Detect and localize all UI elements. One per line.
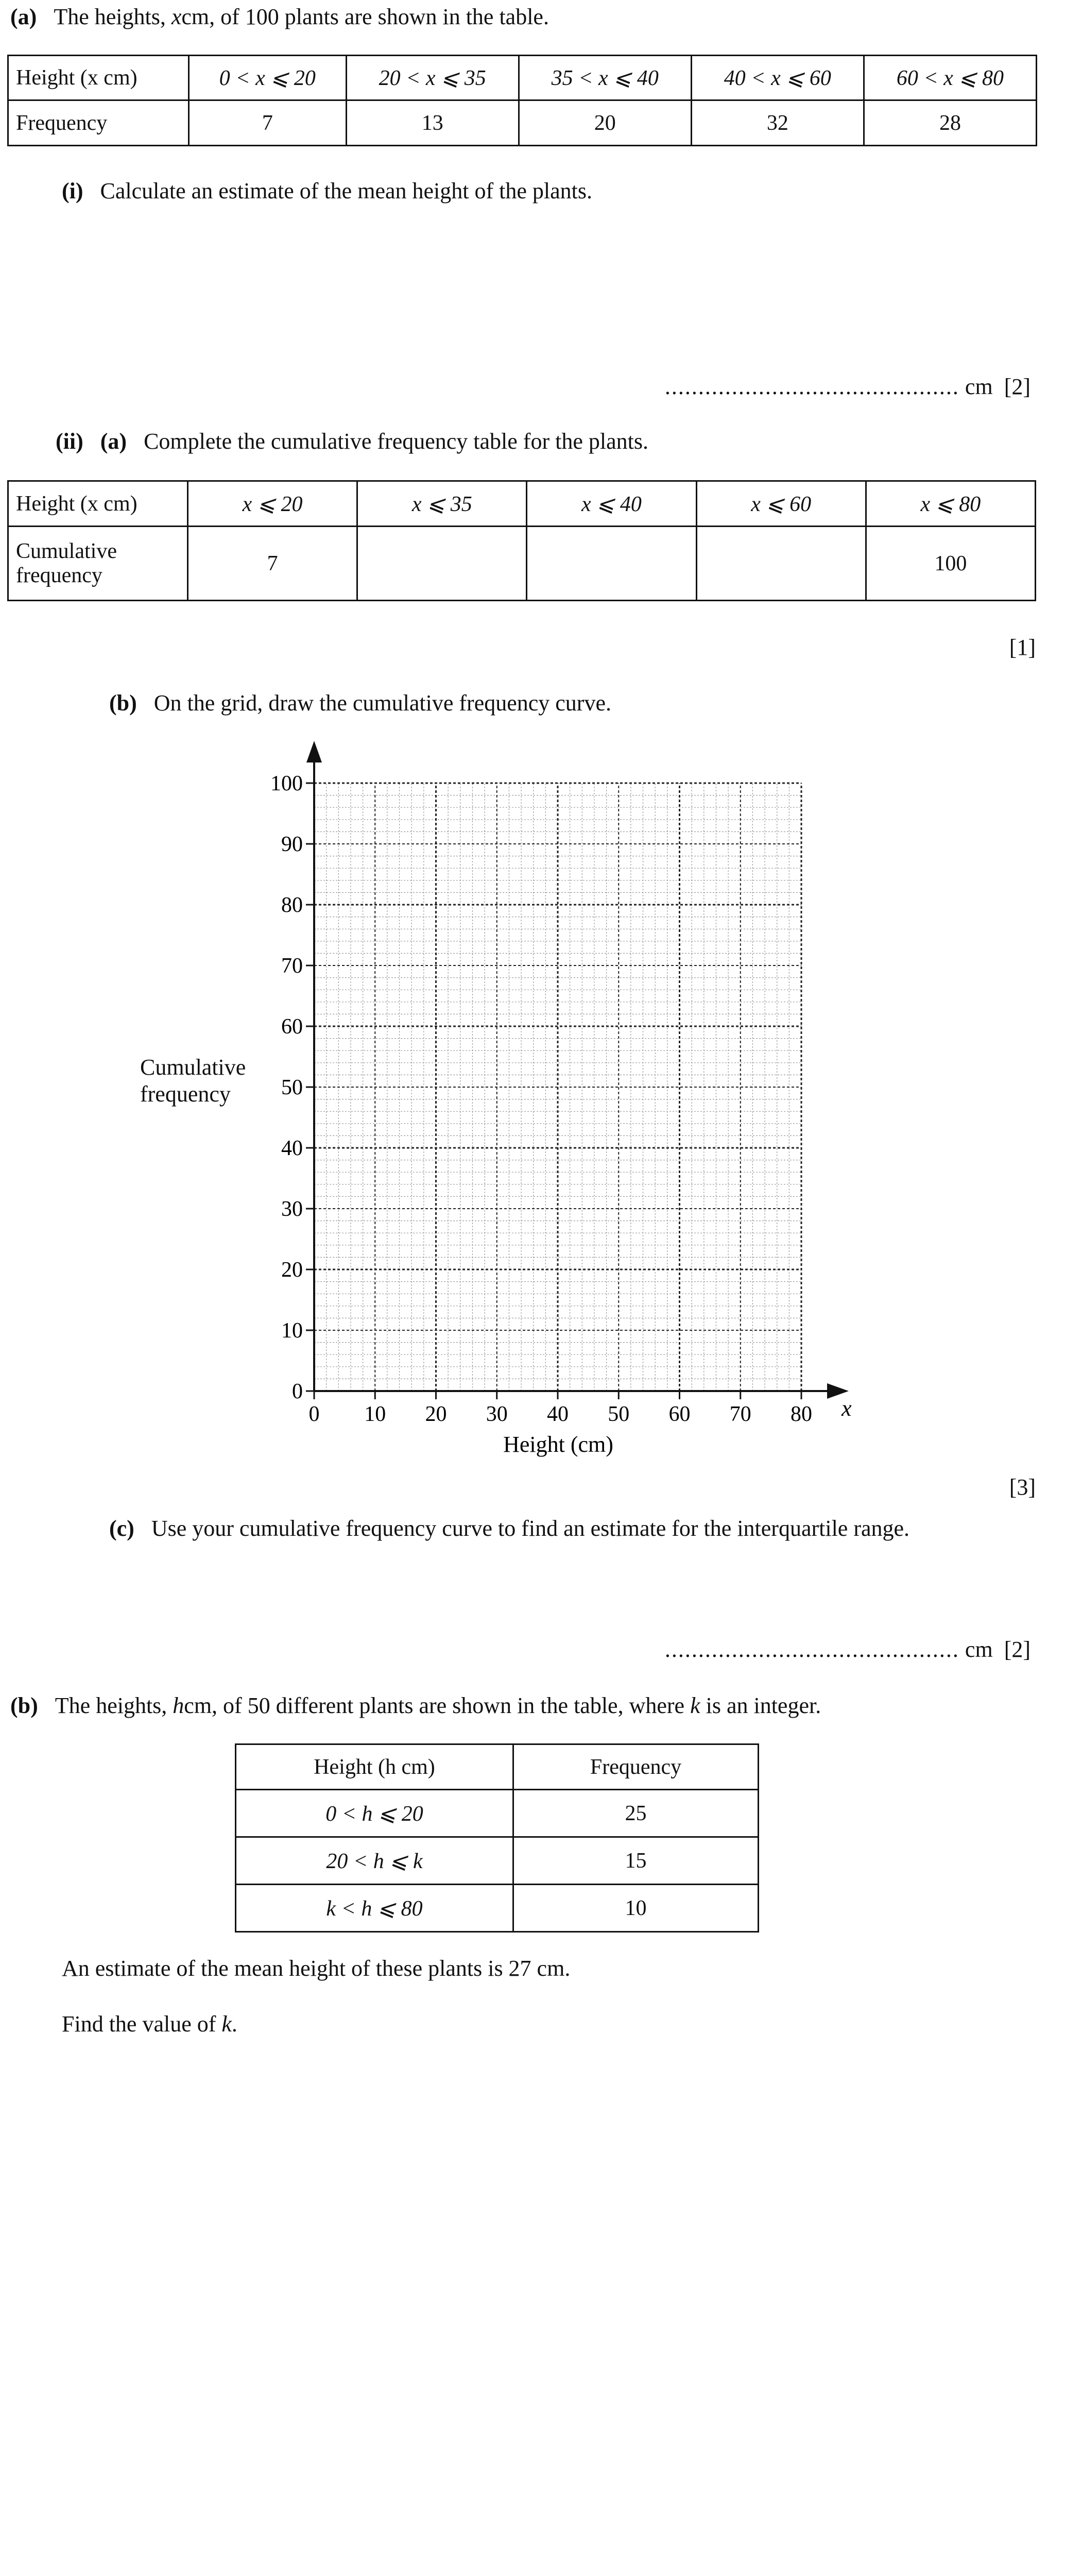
part-a-label: (a) [10,4,37,29]
question-ii-c-answer-line[interactable] [665,1636,1031,1663]
marks: [2] [1004,1637,1031,1662]
question-ii-b-marks: [3] [1009,1475,1036,1500]
marks: [2] [1004,374,1031,399]
freq-table-header-label: Height (x cm) [8,56,189,100]
answer-unit: cm [965,1637,993,1662]
x-axis-variable: x [841,1396,852,1421]
question-ii-c-label: (c) [109,1516,134,1541]
question-i-text: Calculate an estimate of the mean height of the plants. [100,178,592,204]
part-b-table-class: 0 < h ⩽ 20 [236,1790,513,1837]
x-tick-label: 30 [486,1402,508,1426]
y-tick-label: 80 [281,893,303,917]
question-ii-b-label: (b) [109,690,137,716]
x-tick-label: 80 [791,1402,812,1426]
part-b-mean-text: An estimate of the mean height of these plants is 27 cm. [62,1956,571,1981]
x-tick-label: 70 [729,1402,751,1426]
part-b-intro-k: k [690,1693,700,1718]
part-b-intro-var: h [173,1693,184,1718]
part-b-intro-text-3: is an integer. [706,1693,821,1718]
freq-table-freq-label: Frequency [8,100,189,146]
y-axis-label-line-2: frequency [140,1081,231,1107]
y-axis-label [140,1054,246,1108]
question-ii-a-marks: [1] [1009,635,1036,660]
part-b-table-class: k < h ⩽ 80 [236,1885,513,1932]
question-ii-label: (ii) [56,429,83,454]
y-tick-label: 60 [281,1015,303,1039]
x-tick-label: 60 [668,1402,691,1426]
cf-table-class: x ⩽ 40 [527,481,696,527]
y-tick-label: 50 [281,1076,303,1099]
find-text-1: Find the value of [62,2011,216,2037]
x-tick-label: 40 [547,1402,569,1426]
x-tick-label: 20 [425,1402,447,1426]
freq-table-class: 0 < x ⩽ 20 [189,56,347,100]
find-text-k: k [221,2011,232,2037]
freq-table-value: 7 [189,100,347,146]
part-b-intro-text-1: The heights, [55,1693,167,1718]
part-b-find-text [62,2011,237,2038]
y-axis-arrow-icon [306,741,322,762]
cf-label-line-1: Cumulative [16,539,117,564]
question-ii-b-text: On the grid, draw the cumulative frequency curve. [153,690,611,716]
y-tick-label: 70 [281,954,303,978]
freq-table-value: 13 [346,100,519,146]
part-a-intro-text-1: The heights, [54,4,166,29]
part-b-table-freq: 25 [513,1790,759,1837]
y-tick-label: 100 [270,772,303,795]
cf-table-header-label: Height (x cm) [8,481,188,527]
part-b-table-freq: 15 [513,1837,759,1885]
y-tick-labels [270,772,303,1403]
cf-table-class: x ⩽ 80 [866,481,1035,527]
y-tick-label: 30 [281,1197,303,1221]
question-i-label: (i) [62,178,83,204]
cf-label-line-2: frequency [16,563,102,587]
freq-table-value: 28 [864,100,1036,146]
freq-table-class: 20 < x ⩽ 35 [346,56,519,100]
answer-dots: ............................................ [664,374,959,399]
part-b-label: (b) [10,1693,38,1718]
freq-table-class: 40 < x ⩽ 60 [691,56,864,100]
part-b-table-header-height: Height (h cm) [236,1744,513,1790]
question-ii-c [109,1516,909,1542]
answer-dots: ............................................ [664,1637,959,1662]
freq-table-value: 32 [691,100,864,146]
cf-table-class: x ⩽ 20 [188,481,357,527]
part-b-table-class: 20 < h ⩽ k [236,1837,513,1885]
freq-table-value: 20 [519,100,691,146]
find-text-2: . [231,2011,237,2037]
y-tick-label: 20 [281,1258,303,1282]
answer-unit: cm [965,374,993,399]
cf-table-value: 100 [866,527,1035,601]
y-axis-label-line-1: Cumulative [140,1055,246,1080]
cf-table-class: x ⩽ 35 [357,481,527,527]
part-b-intro-text-2: cm, of 50 different plants are shown in the table, where [184,1693,685,1718]
y-tick-label: 10 [281,1319,303,1343]
part-b-intro [10,1693,821,1719]
question-ii-c-text: Use your cumulative frequency curve to find an estimate for the interquartile range. [151,1516,910,1541]
part-a-intro-var: x [171,4,182,29]
x-tick-label: 0 [308,1402,320,1426]
x-axis-label: Height (cm) [503,1432,613,1457]
y-tick-label: 0 [292,1380,303,1403]
cf-table-class: x ⩽ 60 [696,481,866,527]
x-tick-labels [309,1402,813,1426]
part-b-table [235,1743,759,1933]
freq-table-class: 35 < x ⩽ 40 [519,56,691,100]
part-b-table-freq: 10 [513,1885,759,1932]
x-tick-label: 10 [364,1402,386,1426]
x-tick-label: 50 [608,1402,630,1426]
y-tick-label: 40 [281,1137,303,1160]
cf-table-value: 7 [188,527,357,601]
question-ii-a-text: Complete the cumulative frequency table for the plants. [144,429,648,454]
question-ii-a-label: (a) [100,429,127,454]
freq-table-class: 60 < x ⩽ 80 [864,56,1036,100]
part-a-intro-text-2: cm, of 100 plants are shown in the table. [181,4,549,29]
y-tick-label: 90 [281,833,303,856]
part-b-table-header-frequency: Frequency [513,1744,759,1790]
